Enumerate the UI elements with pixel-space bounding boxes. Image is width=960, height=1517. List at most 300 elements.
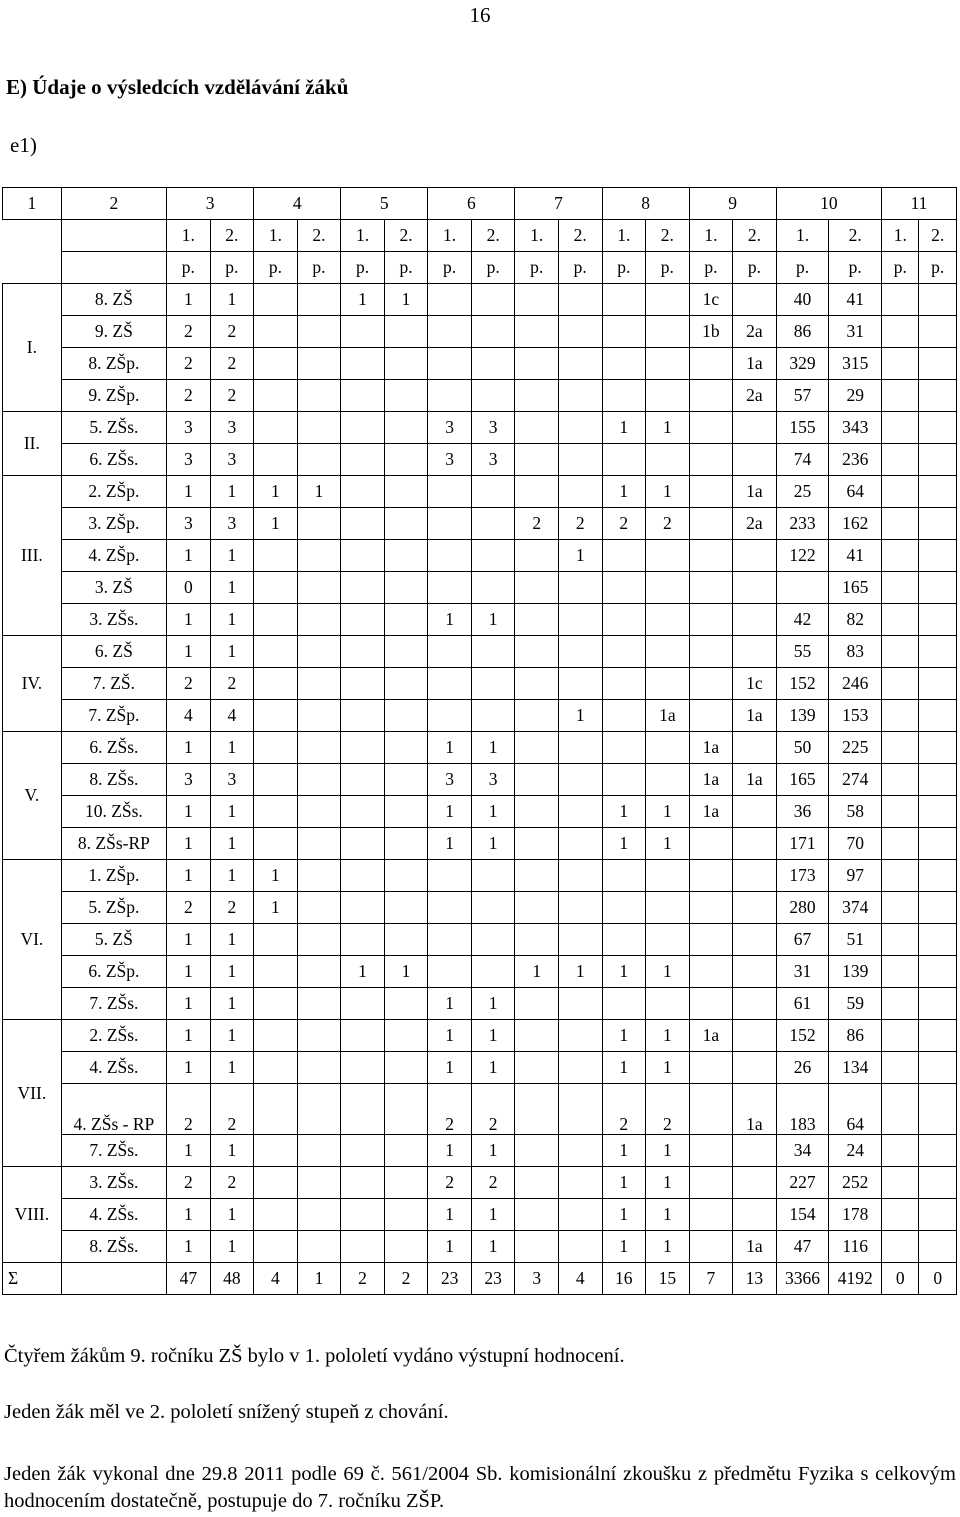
- value-cell: [428, 348, 472, 380]
- value-cell: 1: [167, 284, 211, 316]
- value-cell: [297, 508, 341, 540]
- value-cell: 1: [602, 1135, 646, 1167]
- value-cell: [919, 636, 957, 668]
- value-cell: [471, 668, 515, 700]
- value-cell: [733, 412, 777, 444]
- sum-label: Σ: [3, 1263, 62, 1295]
- value-cell: [297, 860, 341, 892]
- value-cell: [689, 1199, 733, 1231]
- value-cell: 2: [167, 316, 211, 348]
- p-label-cell: p.: [384, 252, 428, 284]
- sum-value-cell: 2: [341, 1263, 385, 1295]
- value-cell: [254, 572, 298, 604]
- value-cell: [919, 284, 957, 316]
- value-cell: [515, 604, 559, 636]
- value-cell: 1: [167, 1231, 211, 1263]
- value-cell: [428, 476, 472, 508]
- value-cell: [384, 508, 428, 540]
- value-cell: [254, 412, 298, 444]
- p-label-cell: p.: [558, 252, 602, 284]
- value-cell: [689, 1167, 733, 1199]
- value-cell: [558, 1084, 602, 1135]
- value-cell: 1: [428, 1231, 472, 1263]
- half-label-cell: 1.: [515, 220, 559, 252]
- value-cell: 1: [210, 1135, 254, 1167]
- value-cell: 1a: [689, 732, 733, 764]
- value-cell: [428, 700, 472, 732]
- value-cell: [384, 540, 428, 572]
- half-label-cell: 2.: [733, 220, 777, 252]
- value-cell: [602, 668, 646, 700]
- value-cell: [689, 380, 733, 412]
- value-cell: [384, 924, 428, 956]
- blank-cell: [3, 220, 62, 252]
- value-cell: 3: [210, 412, 254, 444]
- value-cell: [689, 1084, 733, 1135]
- value-cell: [882, 412, 919, 444]
- value-cell: 1: [167, 1052, 211, 1084]
- value-cell: [341, 348, 385, 380]
- value-cell: [602, 348, 646, 380]
- value-cell: 1: [210, 572, 254, 604]
- page-number: 16: [469, 3, 491, 27]
- class-name-cell: 9. ZŠp.: [61, 380, 166, 412]
- half-label-row: [3, 220, 957, 252]
- value-cell: 236: [829, 444, 882, 476]
- value-cell: [602, 572, 646, 604]
- value-cell: [254, 700, 298, 732]
- value-cell: [254, 284, 298, 316]
- value-cell: [646, 924, 690, 956]
- value-cell: [646, 284, 690, 316]
- value-cell: 139: [829, 956, 882, 988]
- value-cell: 1: [167, 1020, 211, 1052]
- subsection-label: e1): [10, 133, 37, 157]
- column-number-row: [3, 188, 957, 220]
- value-cell: 1: [471, 1231, 515, 1263]
- value-cell: [689, 828, 733, 860]
- value-cell: [689, 1231, 733, 1263]
- value-cell: [254, 1084, 298, 1135]
- value-cell: [515, 924, 559, 956]
- value-cell: 67: [776, 924, 829, 956]
- value-cell: 2: [210, 892, 254, 924]
- value-cell: [919, 1052, 957, 1084]
- value-cell: [254, 988, 298, 1020]
- class-name-cell: 5. ZŠ: [61, 924, 166, 956]
- value-cell: [428, 316, 472, 348]
- table-row: [3, 540, 957, 572]
- value-cell: [341, 892, 385, 924]
- value-cell: [689, 860, 733, 892]
- value-cell: [254, 1199, 298, 1231]
- half-label-cell: 1.: [882, 220, 919, 252]
- value-cell: 3: [167, 444, 211, 476]
- value-cell: [254, 956, 298, 988]
- value-cell: 1: [428, 988, 472, 1020]
- value-cell: [602, 284, 646, 316]
- value-cell: [384, 1084, 428, 1135]
- value-cell: [689, 604, 733, 636]
- value-cell: 58: [829, 796, 882, 828]
- value-cell: 2: [167, 668, 211, 700]
- class-name-cell: 5. ZŠs.: [61, 412, 166, 444]
- p-label-cell: p.: [689, 252, 733, 284]
- value-cell: [471, 892, 515, 924]
- value-cell: 1: [167, 604, 211, 636]
- value-cell: [689, 700, 733, 732]
- value-cell: [646, 444, 690, 476]
- value-cell: [558, 732, 602, 764]
- class-name-cell: 6. ZŠ: [61, 636, 166, 668]
- value-cell: [254, 668, 298, 700]
- value-cell: [254, 636, 298, 668]
- table-row: [3, 860, 957, 892]
- section-heading: E) Údaje o výsledcích vzdělávání žáků: [6, 75, 349, 99]
- value-cell: 1: [210, 956, 254, 988]
- class-name-cell: 6. ZŠp.: [61, 956, 166, 988]
- value-cell: [602, 444, 646, 476]
- column-number-cell: 8: [602, 188, 689, 220]
- value-cell: [882, 348, 919, 380]
- value-cell: [646, 860, 690, 892]
- value-cell: [733, 1020, 777, 1052]
- value-cell: 1: [558, 540, 602, 572]
- value-cell: 1b: [689, 316, 733, 348]
- value-cell: 1: [210, 732, 254, 764]
- p-label-cell: p.: [646, 252, 690, 284]
- value-cell: [919, 508, 957, 540]
- value-cell: [428, 668, 472, 700]
- value-cell: [689, 1135, 733, 1167]
- value-cell: [515, 1167, 559, 1199]
- value-cell: [646, 540, 690, 572]
- value-cell: [689, 476, 733, 508]
- table-row: [3, 1052, 957, 1084]
- value-cell: [558, 764, 602, 796]
- sum-value-cell: 3: [515, 1263, 559, 1295]
- value-cell: [602, 604, 646, 636]
- value-cell: [297, 1231, 341, 1263]
- value-cell: [882, 316, 919, 348]
- value-cell: 227: [776, 1167, 829, 1199]
- value-cell: [341, 604, 385, 636]
- value-cell: 47: [776, 1231, 829, 1263]
- value-cell: [341, 572, 385, 604]
- value-cell: [297, 284, 341, 316]
- value-cell: [882, 476, 919, 508]
- table-row: [3, 1199, 957, 1231]
- value-cell: [515, 1199, 559, 1231]
- value-cell: [254, 924, 298, 956]
- value-cell: [882, 540, 919, 572]
- half-label-cell: 1.: [167, 220, 211, 252]
- value-cell: 1: [167, 828, 211, 860]
- grade-group-label: VII.: [3, 1020, 62, 1167]
- half-label-cell: 2.: [471, 220, 515, 252]
- value-cell: [471, 508, 515, 540]
- value-cell: [428, 284, 472, 316]
- value-cell: [646, 668, 690, 700]
- value-cell: 1: [602, 1231, 646, 1263]
- sum-row: [3, 1263, 957, 1295]
- value-cell: [471, 348, 515, 380]
- value-cell: [919, 956, 957, 988]
- value-cell: 1: [602, 1020, 646, 1052]
- value-cell: 1: [167, 860, 211, 892]
- value-cell: 2: [471, 1084, 515, 1135]
- value-cell: 1: [471, 1052, 515, 1084]
- value-cell: [384, 700, 428, 732]
- value-cell: 116: [829, 1231, 882, 1263]
- value-cell: [558, 604, 602, 636]
- value-cell: 1a: [733, 476, 777, 508]
- half-label-cell: 1.: [602, 220, 646, 252]
- value-cell: 1: [646, 412, 690, 444]
- value-cell: 2: [646, 1084, 690, 1135]
- value-cell: [297, 572, 341, 604]
- value-cell: [428, 892, 472, 924]
- value-cell: [558, 444, 602, 476]
- table-row: [3, 316, 957, 348]
- value-cell: 134: [829, 1052, 882, 1084]
- class-name-cell: 3. ZŠs.: [61, 604, 166, 636]
- value-cell: [882, 988, 919, 1020]
- value-cell: [882, 1199, 919, 1231]
- value-cell: [882, 604, 919, 636]
- value-cell: 2: [210, 668, 254, 700]
- value-cell: [297, 892, 341, 924]
- value-cell: 162: [829, 508, 882, 540]
- value-cell: 1: [602, 1052, 646, 1084]
- p-label-cell: p.: [515, 252, 559, 284]
- value-cell: [384, 1199, 428, 1231]
- value-cell: [341, 924, 385, 956]
- sum-value-cell: 23: [428, 1263, 472, 1295]
- value-cell: [919, 924, 957, 956]
- value-cell: 1a: [733, 348, 777, 380]
- value-cell: [882, 508, 919, 540]
- value-cell: 86: [829, 1020, 882, 1052]
- value-cell: [384, 860, 428, 892]
- value-cell: 4: [167, 700, 211, 732]
- value-cell: 1: [646, 1231, 690, 1263]
- value-cell: [919, 540, 957, 572]
- value-cell: 1: [210, 828, 254, 860]
- value-cell: [558, 1231, 602, 1263]
- value-cell: [646, 892, 690, 924]
- value-cell: [733, 284, 777, 316]
- value-cell: [919, 700, 957, 732]
- value-cell: [428, 636, 472, 668]
- class-name-cell: 8. ZŠ: [61, 284, 166, 316]
- sum-value-cell: 4: [558, 1263, 602, 1295]
- value-cell: [515, 700, 559, 732]
- value-cell: [297, 1020, 341, 1052]
- value-cell: 64: [829, 1084, 882, 1135]
- value-cell: [515, 1052, 559, 1084]
- value-cell: [297, 764, 341, 796]
- value-cell: 2: [210, 380, 254, 412]
- value-cell: 1: [646, 1052, 690, 1084]
- value-cell: [558, 412, 602, 444]
- value-cell: [297, 828, 341, 860]
- value-cell: [919, 892, 957, 924]
- sum-value-cell: 23: [471, 1263, 515, 1295]
- table-row: [3, 732, 957, 764]
- value-cell: 152: [776, 1020, 829, 1052]
- value-cell: [558, 380, 602, 412]
- value-cell: [471, 540, 515, 572]
- value-cell: 173: [776, 860, 829, 892]
- value-cell: [471, 284, 515, 316]
- value-cell: 64: [829, 476, 882, 508]
- value-cell: [384, 668, 428, 700]
- exam-paragraph: Jeden žák vykonal dne 29.8 2011 podle 69 č. 561/2004 Sb. komisionální zkoušku z předmětu Fyzika s celkovým hodnocením dostatečně, postupuje do 7. ročníku ZŠP.: [4, 1463, 956, 1512]
- value-cell: [515, 636, 559, 668]
- value-cell: 1: [254, 508, 298, 540]
- value-cell: 1: [602, 476, 646, 508]
- value-cell: [733, 732, 777, 764]
- value-cell: [341, 380, 385, 412]
- value-cell: [341, 700, 385, 732]
- value-cell: 3: [471, 764, 515, 796]
- table-row: [3, 700, 957, 732]
- value-cell: 1: [428, 1199, 472, 1231]
- class-name-cell: 7. ZŠs.: [61, 988, 166, 1020]
- value-cell: 252: [829, 1167, 882, 1199]
- value-cell: [254, 1231, 298, 1263]
- value-cell: 2a: [733, 316, 777, 348]
- value-cell: [919, 412, 957, 444]
- class-name-cell: 9. ZŠ: [61, 316, 166, 348]
- corner-cell: [61, 220, 166, 252]
- value-cell: [341, 764, 385, 796]
- value-cell: [919, 380, 957, 412]
- value-cell: 1: [646, 1199, 690, 1231]
- class-name-cell: 4. ZŠs.: [61, 1199, 166, 1231]
- value-cell: [428, 924, 472, 956]
- value-cell: [515, 668, 559, 700]
- value-cell: 1c: [733, 668, 777, 700]
- p-label-cell: p.: [341, 252, 385, 284]
- value-cell: [733, 636, 777, 668]
- column-number-cell: 4: [254, 188, 341, 220]
- value-cell: [882, 1167, 919, 1199]
- sum-spacer: [61, 1263, 166, 1295]
- value-cell: [733, 572, 777, 604]
- value-cell: 329: [776, 348, 829, 380]
- value-cell: [776, 572, 829, 604]
- class-name-cell: 7. ZŠ.: [61, 668, 166, 700]
- grade-group-label: III.: [3, 476, 62, 636]
- value-cell: 34: [776, 1135, 829, 1167]
- value-cell: [919, 348, 957, 380]
- half-label-cell: 2.: [646, 220, 690, 252]
- value-cell: 86: [776, 316, 829, 348]
- value-cell: 55: [776, 636, 829, 668]
- value-cell: [602, 540, 646, 572]
- value-cell: [689, 508, 733, 540]
- value-cell: [882, 860, 919, 892]
- table-row: [3, 284, 957, 316]
- value-cell: [733, 892, 777, 924]
- value-cell: 25: [776, 476, 829, 508]
- value-cell: [733, 604, 777, 636]
- value-cell: [384, 316, 428, 348]
- value-cell: 1: [210, 476, 254, 508]
- value-cell: [384, 636, 428, 668]
- grade-group-label: II.: [3, 412, 62, 476]
- value-cell: 1: [167, 988, 211, 1020]
- value-cell: [689, 412, 733, 444]
- value-cell: [254, 764, 298, 796]
- table-row: [3, 572, 957, 604]
- value-cell: 171: [776, 828, 829, 860]
- value-cell: 1: [254, 892, 298, 924]
- p-label-cell: p.: [167, 252, 211, 284]
- class-name-cell: 4. ZŠs.: [61, 1052, 166, 1084]
- value-cell: [733, 1167, 777, 1199]
- corner-cell: [61, 252, 166, 284]
- value-cell: [882, 1020, 919, 1052]
- value-cell: 2: [167, 348, 211, 380]
- value-cell: [882, 284, 919, 316]
- sum-value-cell: 16: [602, 1263, 646, 1295]
- value-cell: [471, 924, 515, 956]
- table-row: [3, 668, 957, 700]
- value-cell: 1: [167, 924, 211, 956]
- table-row: [3, 828, 957, 860]
- value-cell: [297, 956, 341, 988]
- value-cell: 1: [428, 828, 472, 860]
- grade-group-label: VI.: [3, 860, 62, 1020]
- table-row: [3, 796, 957, 828]
- value-cell: 3: [428, 764, 472, 796]
- value-cell: 2: [428, 1084, 472, 1135]
- table-body: [3, 188, 957, 1295]
- value-cell: 1: [602, 1199, 646, 1231]
- value-cell: [297, 732, 341, 764]
- class-name-cell: 7. ZŠp.: [61, 700, 166, 732]
- value-cell: 2: [646, 508, 690, 540]
- value-cell: [689, 988, 733, 1020]
- half-label-cell: 1.: [689, 220, 733, 252]
- value-cell: 1: [167, 1199, 211, 1231]
- p-label-cell: p.: [210, 252, 254, 284]
- value-cell: [341, 860, 385, 892]
- table-row: [3, 636, 957, 668]
- table-row: [3, 1135, 957, 1167]
- value-cell: [515, 892, 559, 924]
- value-cell: 122: [776, 540, 829, 572]
- value-cell: 152: [776, 668, 829, 700]
- value-cell: 1: [602, 1167, 646, 1199]
- class-name-cell: 3. ZŠp.: [61, 508, 166, 540]
- value-cell: [384, 988, 428, 1020]
- column-number-cell: 5: [341, 188, 428, 220]
- value-cell: [297, 924, 341, 956]
- value-cell: 139: [776, 700, 829, 732]
- p-label-cell: p.: [882, 252, 919, 284]
- value-cell: [882, 764, 919, 796]
- value-cell: 82: [829, 604, 882, 636]
- class-name-cell: 8. ZŠs.: [61, 764, 166, 796]
- value-cell: [341, 1135, 385, 1167]
- p-label-cell: p.: [471, 252, 515, 284]
- value-cell: [882, 924, 919, 956]
- value-cell: [384, 348, 428, 380]
